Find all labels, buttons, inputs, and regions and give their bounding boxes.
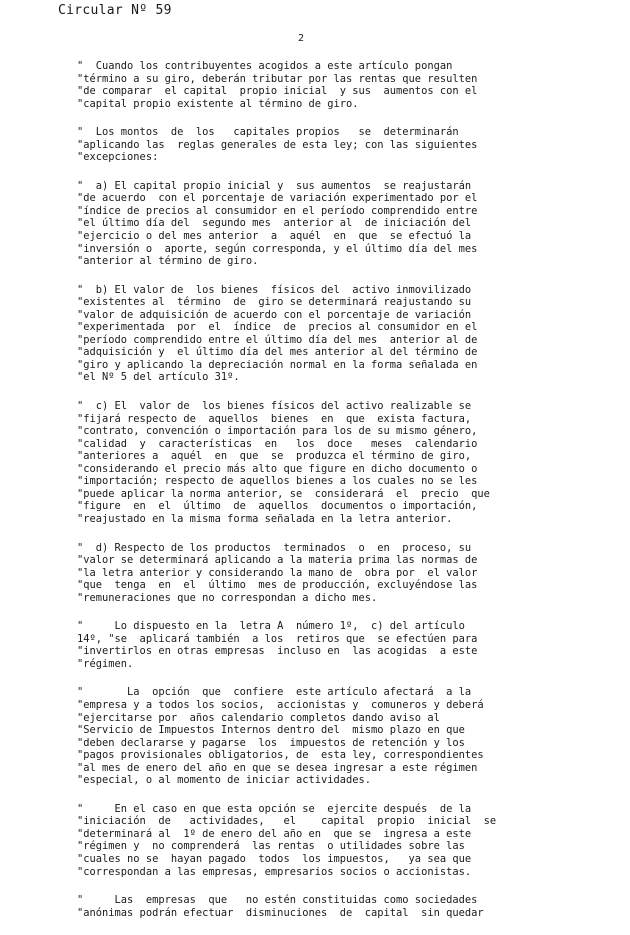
text-line: 14º, "se aplicará también a los retiros que se efectúen para xyxy=(77,632,478,645)
text-line: "adquisición y el último día del mes anterior al del término de xyxy=(77,346,478,359)
text-line: " Los montos de los capitales propios se determinarán xyxy=(77,126,459,139)
text-line: "calidad y características en los doce meses calendario xyxy=(77,437,478,450)
paragraph xyxy=(77,803,562,878)
text-line: "iniciación de actividades, el capital propio inicial se xyxy=(77,815,497,828)
text-line: " c) El valor de los bienes físicos del activo realizable se xyxy=(77,400,472,413)
text-line: "el Nº 5 del artículo 31º. xyxy=(77,371,240,384)
paragraph xyxy=(77,180,562,268)
text-line: "excepciones: xyxy=(77,151,159,164)
text-line: "determinará al 1º de enero del año en que se ingresa a este xyxy=(77,827,472,840)
text-line: "anónimas podrán efectuar disminuciones de capital sin quedar xyxy=(77,906,484,919)
text-line: "existentes al término de giro se determinará reajustando su xyxy=(77,296,472,309)
text-line: "que tenga en el último mes de producción, excluyéndose las xyxy=(77,579,478,592)
text-line: "régimen. xyxy=(77,657,134,670)
text-line: "anteriores a aquél en que se produzca el término de giro, xyxy=(77,450,472,463)
text-line: " Cuando los contribuyentes acogidos a este artículo pongan xyxy=(77,60,453,72)
text-line: "remuneraciones que no correspondan a dicho mes. xyxy=(77,591,378,604)
text-line: "pagos provisionales obligatorios, de esta ley, correspondientes xyxy=(77,749,484,762)
text-line: "la letra anterior y considerando la mano de obra por el valor xyxy=(77,566,478,579)
text-line: "contrato, convención o importación para los de su mismo género, xyxy=(77,425,478,438)
text-line: "considerando el precio más alto que figure en dicho documento o xyxy=(77,462,478,475)
paragraph xyxy=(77,686,562,786)
text-line: "el último día del segundo mes anterior al de iniciación del xyxy=(77,217,472,230)
text-line: "ejercitarse por años calendario completos dando aviso al xyxy=(77,711,440,724)
text-line: "al mes de enero del año en que se desea ingresar a este régimen xyxy=(77,761,478,774)
text-line: " En el caso en que esta opción se ejercite después de la xyxy=(77,802,472,815)
document-body xyxy=(77,60,562,935)
text-line: " d) Respecto de los productos terminados o en proceso, su xyxy=(77,541,472,554)
paragraph xyxy=(77,542,562,605)
text-line: "cuales no se hayan pagado todos los impuestos, ya sea que xyxy=(77,852,472,865)
paragraph xyxy=(77,620,562,670)
text-line: "término a su giro, deberán tributar por las rentas que resulten xyxy=(77,72,478,85)
text-line: "fijará respecto de aquellos bienes en que exista factura, xyxy=(77,412,472,425)
text-line: "ejercicio o del mes anterior a aquél en que se efectuó la xyxy=(77,230,472,243)
text-line: "invertirlos en otras empresas incluso en las acogidas a este xyxy=(77,645,478,658)
text-line: "giro y aplicando la depreciación normal en la forma señalada en xyxy=(77,358,478,371)
paragraph xyxy=(77,400,562,525)
page-number: 2 xyxy=(298,33,305,44)
text-line: "deben declararse y pagarse los impuestos de retención y los xyxy=(77,736,465,749)
text-line: "capital propio existente al término de giro. xyxy=(77,97,359,110)
text-line: " Lo dispuesto en la letra A número 1º, c) del artículo xyxy=(77,620,465,633)
paragraph xyxy=(77,284,562,384)
text-line: "de acuerdo con el porcentaje de variación experimentado por el xyxy=(77,192,478,205)
paragraph xyxy=(77,60,562,110)
text-line: "figure en el último de aquellos documentos o importación, xyxy=(77,500,478,513)
text-line: "Servicio de Impuestos Internos dentro del mismo plazo en que xyxy=(77,724,465,737)
document-header: Circular Nº 59 xyxy=(58,3,172,18)
text-line: "período comprendido entre el último día del mes anterior al de xyxy=(77,333,478,346)
text-line: "puede aplicar la norma anterior, se considerará el precio que xyxy=(77,487,490,500)
text-line: "experimentada por el índice de precios al consumidor en el xyxy=(77,321,478,334)
text-line: "valor se determinará aplicando a la materia prima las normas de xyxy=(77,554,478,567)
text-line: "índice de precios al consumidor en el período comprendido entre xyxy=(77,204,478,217)
text-line: " La opción que confiere este artículo afectará a la xyxy=(77,686,472,699)
paragraph xyxy=(77,894,562,919)
text-line: "inversión o aporte, según corresponda, y el último día del mes xyxy=(77,242,478,255)
text-line: "correspondan a las empresas, empresarios socios o accionistas. xyxy=(77,865,472,878)
text-line: "importación; respecto de aquellos bienes a los cuales no se les xyxy=(77,475,478,488)
text-line: "empresa y a todos los socios, accionistas y comuneros y deberá xyxy=(77,698,484,711)
text-line: "valor de adquisición de acuerdo con el porcentaje de variación xyxy=(77,308,472,321)
text-line: " Las empresas que no estén constituidas como sociedades xyxy=(77,894,478,907)
paragraph xyxy=(77,126,562,164)
text-line: "aplicando las reglas generales de esta ley; con las siguientes xyxy=(77,138,478,151)
text-line: "especial, o al momento de iniciar actividades. xyxy=(77,774,372,787)
text-line: "de comparar el capital propio inicial y sus aumentos con el xyxy=(77,85,478,98)
text-line: "anterior al término de giro. xyxy=(77,255,259,268)
text-line: "régimen y no comprenderá las rentas o utilidades sobre las xyxy=(77,840,465,853)
text-line: " a) El capital propio inicial y sus aumentos se reajustarán xyxy=(77,179,472,192)
text-line: "reajustado en la misma forma señalada en la letra anterior. xyxy=(77,512,453,525)
text-line: " b) El valor de los bienes físicos del activo inmovilizado xyxy=(77,283,472,296)
